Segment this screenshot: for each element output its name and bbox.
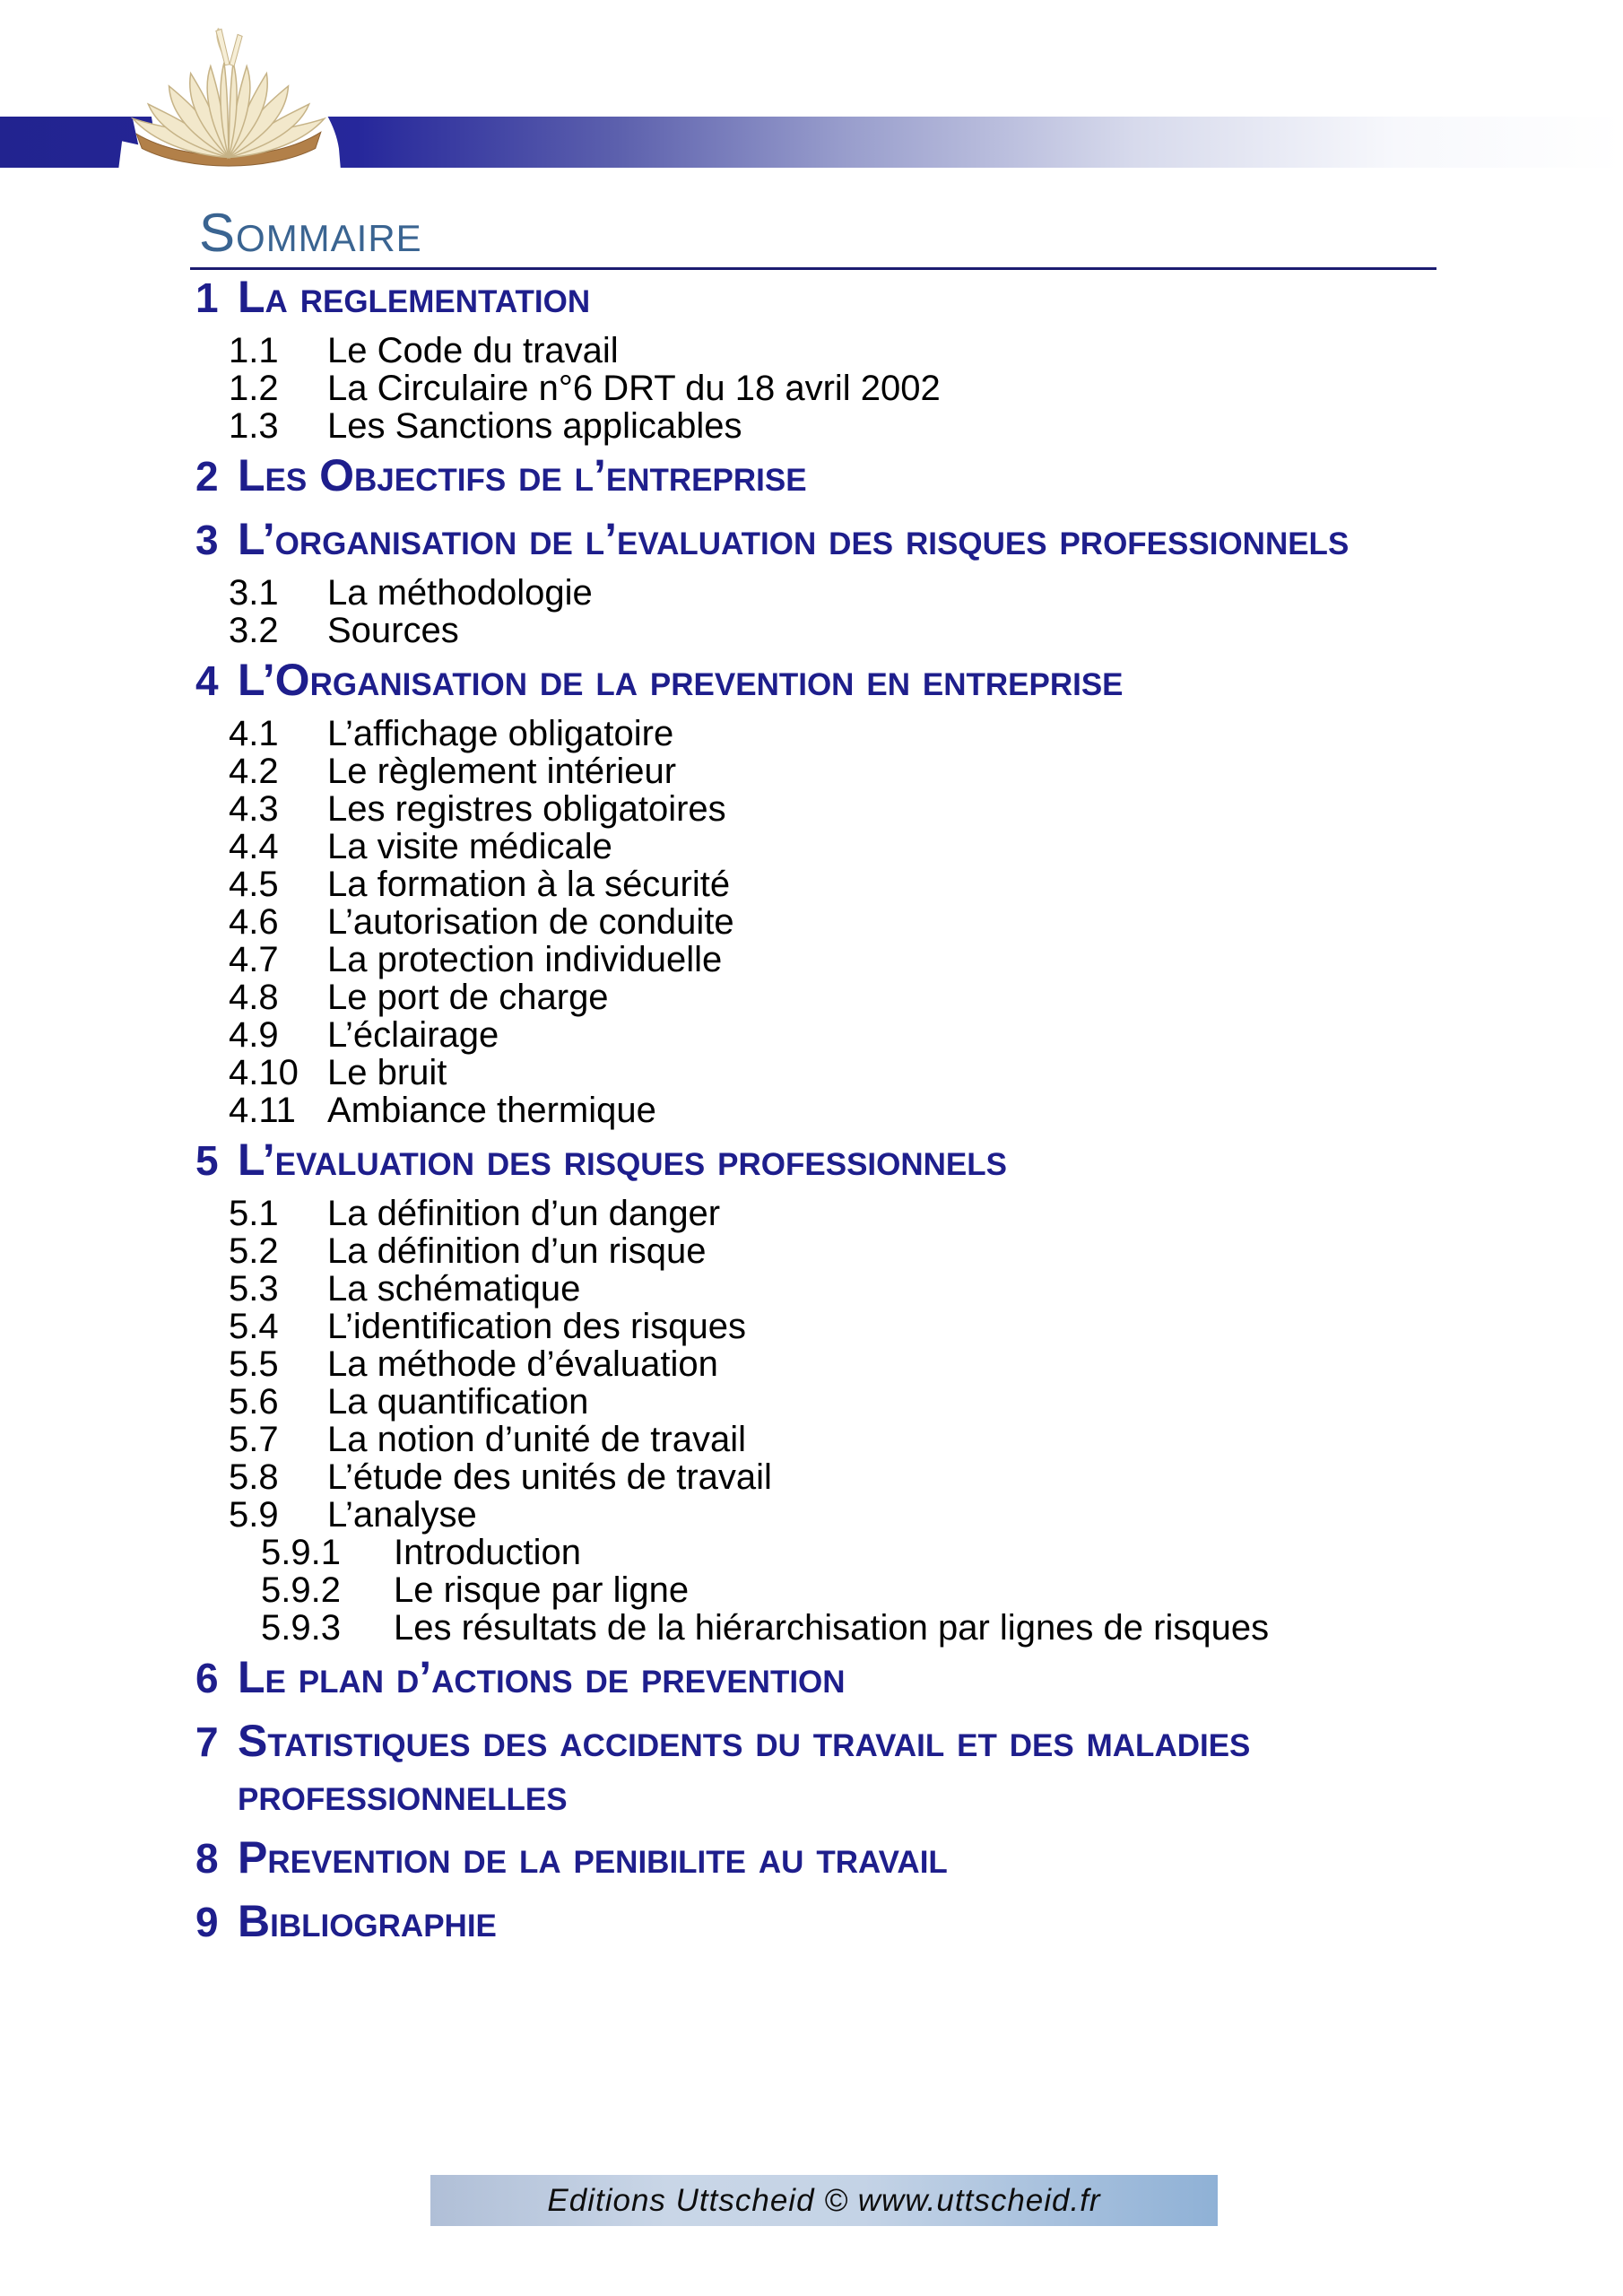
toc-entry-number: 3 — [195, 517, 219, 563]
toc-entry-number: 5.9.1 — [261, 1533, 341, 1572]
toc-entry-label: Bibliographie — [238, 1896, 497, 1946]
toc-entry-number: 4.5 — [229, 865, 279, 904]
toc-entry-4-11[interactable] — [229, 1091, 1623, 1129]
toc-entry-number: 4.7 — [229, 940, 279, 979]
toc-entry-5-4[interactable] — [229, 1308, 1623, 1345]
toc-entry-5-6[interactable] — [229, 1383, 1623, 1421]
toc-entry-number: 5 — [195, 1137, 219, 1184]
toc-entry-7-label-continued[interactable] — [195, 1771, 1623, 1818]
toc-entry-number: 8 — [195, 1835, 219, 1882]
toc-entry-6[interactable] — [195, 1654, 1623, 1701]
page-title: Sommaire — [199, 203, 422, 263]
toc-entry-label: La méthodologie — [327, 573, 593, 613]
toc-entry-label: La notion d’unité de travail — [327, 1420, 746, 1459]
toc-entry-4-5[interactable] — [229, 865, 1623, 903]
toc-entry-number: 3.2 — [229, 611, 279, 650]
toc-entry-number: 5.1 — [229, 1194, 279, 1233]
toc-entry-number: 5.6 — [229, 1382, 279, 1422]
toc-entry-3-1[interactable] — [229, 574, 1623, 612]
toc-entry-label: Le plan d’actions de prevention — [238, 1652, 846, 1702]
toc-entry-number: 4.6 — [229, 902, 279, 942]
toc-entry-number: 4.2 — [229, 752, 279, 791]
toc-entry-label: Sources — [327, 611, 459, 650]
toc-entry-number: 5.4 — [229, 1307, 279, 1346]
toc-entry-number: 3.1 — [229, 573, 279, 613]
toc-entry-label: Le bruit — [327, 1053, 447, 1092]
toc-entry-label: Le port de charge — [327, 978, 609, 1017]
toc-entry-5-8[interactable] — [229, 1458, 1623, 1496]
toc-entry-label: La méthode d’évaluation — [327, 1344, 718, 1384]
toc-entry-label: La définition d’un risque — [327, 1231, 707, 1271]
toc-entry-3-2[interactable] — [229, 612, 1623, 649]
toc-entry-label: La reglementation — [238, 272, 591, 322]
toc-entry-label: L’étude des unités de travail — [327, 1457, 772, 1497]
toc-entry-1-1[interactable] — [229, 332, 1623, 370]
toc-entry-4-1[interactable] — [229, 715, 1623, 752]
footer-text[interactable]: Editions Uttscheid © www.uttscheid.fr — [547, 2182, 1101, 2218]
toc-entry-label: Les Sanctions applicables — [327, 406, 742, 446]
toc-entry-label: Statistiques des accidents du travail et des maladies — [238, 1716, 1251, 1766]
toc-entry-label: Ambiance thermique — [327, 1091, 656, 1130]
toc-entry-2[interactable] — [195, 452, 1623, 500]
table-of-contents — [0, 274, 1623, 1945]
toc-entry-5-9[interactable] — [229, 1496, 1623, 1534]
toc-entry-label: L’Organisation de la prevention en entreprise — [238, 655, 1124, 705]
toc-entry-number: 7 — [195, 1718, 219, 1765]
toc-entry-5-9-3[interactable] — [261, 1609, 1623, 1647]
toc-entry-label: Les registres obligatoires — [327, 789, 726, 829]
footer-band — [430, 2175, 1218, 2226]
toc-entry-1-3[interactable] — [229, 407, 1623, 445]
toc-entry-5-2[interactable] — [229, 1232, 1623, 1270]
toc-entry-number: 4.8 — [229, 978, 279, 1017]
toc-entry-label: La quantification — [327, 1382, 589, 1422]
toc-entry-label: L’identification des risques — [327, 1307, 746, 1346]
toc-entry-number: 4.1 — [229, 714, 279, 753]
open-book-icon — [113, 25, 344, 170]
toc-entry-9[interactable] — [195, 1898, 1623, 1945]
toc-entry-5-5[interactable] — [229, 1345, 1623, 1383]
toc-entry-5-3[interactable] — [229, 1270, 1623, 1308]
toc-entry-label: Les Objectifs de l’entreprise — [238, 450, 807, 500]
toc-entry-4[interactable] — [195, 657, 1623, 704]
toc-entry-number: 5.2 — [229, 1231, 279, 1271]
toc-entry-number: 4.3 — [229, 789, 279, 829]
toc-entry-number: 5.9.3 — [261, 1608, 341, 1648]
toc-entry-4-2[interactable] — [229, 752, 1623, 790]
toc-entry-label: La formation à la sécurité — [327, 865, 731, 904]
toc-entry-number: 1.3 — [229, 406, 279, 446]
toc-entry-number: 2 — [195, 453, 219, 500]
toc-entry-label: Le règlement intérieur — [327, 752, 677, 791]
toc-entry-label: Les résultats de la hiérarchisation par lignes de risques — [394, 1608, 1270, 1648]
toc-entry-7[interactable] — [195, 1718, 1623, 1765]
toc-entry-4-6[interactable] — [229, 903, 1623, 941]
toc-entry-4-8[interactable] — [229, 978, 1623, 1016]
toc-entry-number: 4.4 — [229, 827, 279, 866]
toc-entry-label: La protection individuelle — [327, 940, 723, 979]
toc-entry-label: L’autorisation de conduite — [327, 902, 734, 942]
title-rule — [190, 267, 1436, 270]
toc-entry-1-2[interactable] — [229, 370, 1623, 407]
toc-entry-number: 4 — [195, 657, 219, 704]
toc-entry-label: La visite médicale — [327, 827, 612, 866]
toc-entry-5-1[interactable] — [229, 1195, 1623, 1232]
toc-entry-label: Le risque par ligne — [394, 1570, 690, 1610]
toc-entry-number: 5.9 — [229, 1495, 279, 1535]
toc-entry-label: La Circulaire n°6 DRT du 18 avril 2002 — [327, 369, 941, 408]
toc-entry-number: 6 — [195, 1655, 219, 1701]
toc-entry-number: 4.9 — [229, 1015, 279, 1055]
toc-entry-label: La définition d’un danger — [327, 1194, 721, 1233]
toc-entry-number: 4.10 — [229, 1053, 299, 1092]
toc-entry-label: La schématique — [327, 1269, 581, 1309]
toc-entry-label: L’éclairage — [327, 1015, 499, 1055]
toc-entry-number: 5.3 — [229, 1269, 279, 1309]
toc-entry-label: L’organisation de l’evaluation des risques professionnels — [238, 514, 1350, 564]
toc-entry-5[interactable] — [195, 1136, 1623, 1184]
toc-entry-number: 1.1 — [229, 331, 279, 370]
toc-entry-8[interactable] — [195, 1834, 1623, 1882]
toc-entry-5-9-2[interactable] — [261, 1571, 1623, 1609]
toc-entry-5-7[interactable] — [229, 1421, 1623, 1458]
toc-entry-number: 5.7 — [229, 1420, 279, 1459]
toc-entry-number: 9 — [195, 1899, 219, 1945]
toc-entry-label: Introduction — [394, 1533, 582, 1572]
toc-entry-label: L’evaluation des risques professionnels — [238, 1135, 1007, 1185]
toc-entry-4-10[interactable] — [229, 1054, 1623, 1091]
toc-entry-1[interactable] — [195, 274, 1623, 321]
toc-entry-label: L’affichage obligatoire — [327, 714, 674, 753]
toc-entry-4-4[interactable] — [229, 828, 1623, 865]
toc-entry-4-3[interactable] — [229, 790, 1623, 828]
toc-entry-number: 5.9.2 — [261, 1570, 341, 1610]
toc-entry-number: 1 — [195, 274, 219, 321]
toc-entry-3[interactable] — [195, 516, 1623, 563]
toc-entry-4-9[interactable] — [229, 1016, 1623, 1054]
toc-entry-label: Prevention de la penibilite au travail — [238, 1832, 948, 1883]
toc-entry-number: 1.2 — [229, 369, 279, 408]
toc-entry-label: L’analyse — [327, 1495, 477, 1535]
toc-entry-number: 5.8 — [229, 1457, 279, 1497]
toc-entry-number: 4.11 — [229, 1091, 296, 1130]
toc-entry-number: 5.5 — [229, 1344, 279, 1384]
toc-entry-4-7[interactable] — [229, 941, 1623, 978]
toc-entry-label: professionnelles — [238, 1770, 568, 1820]
toc-entry-5-9-1[interactable] — [261, 1534, 1623, 1571]
toc-entry-label: Le Code du travail — [327, 331, 619, 370]
